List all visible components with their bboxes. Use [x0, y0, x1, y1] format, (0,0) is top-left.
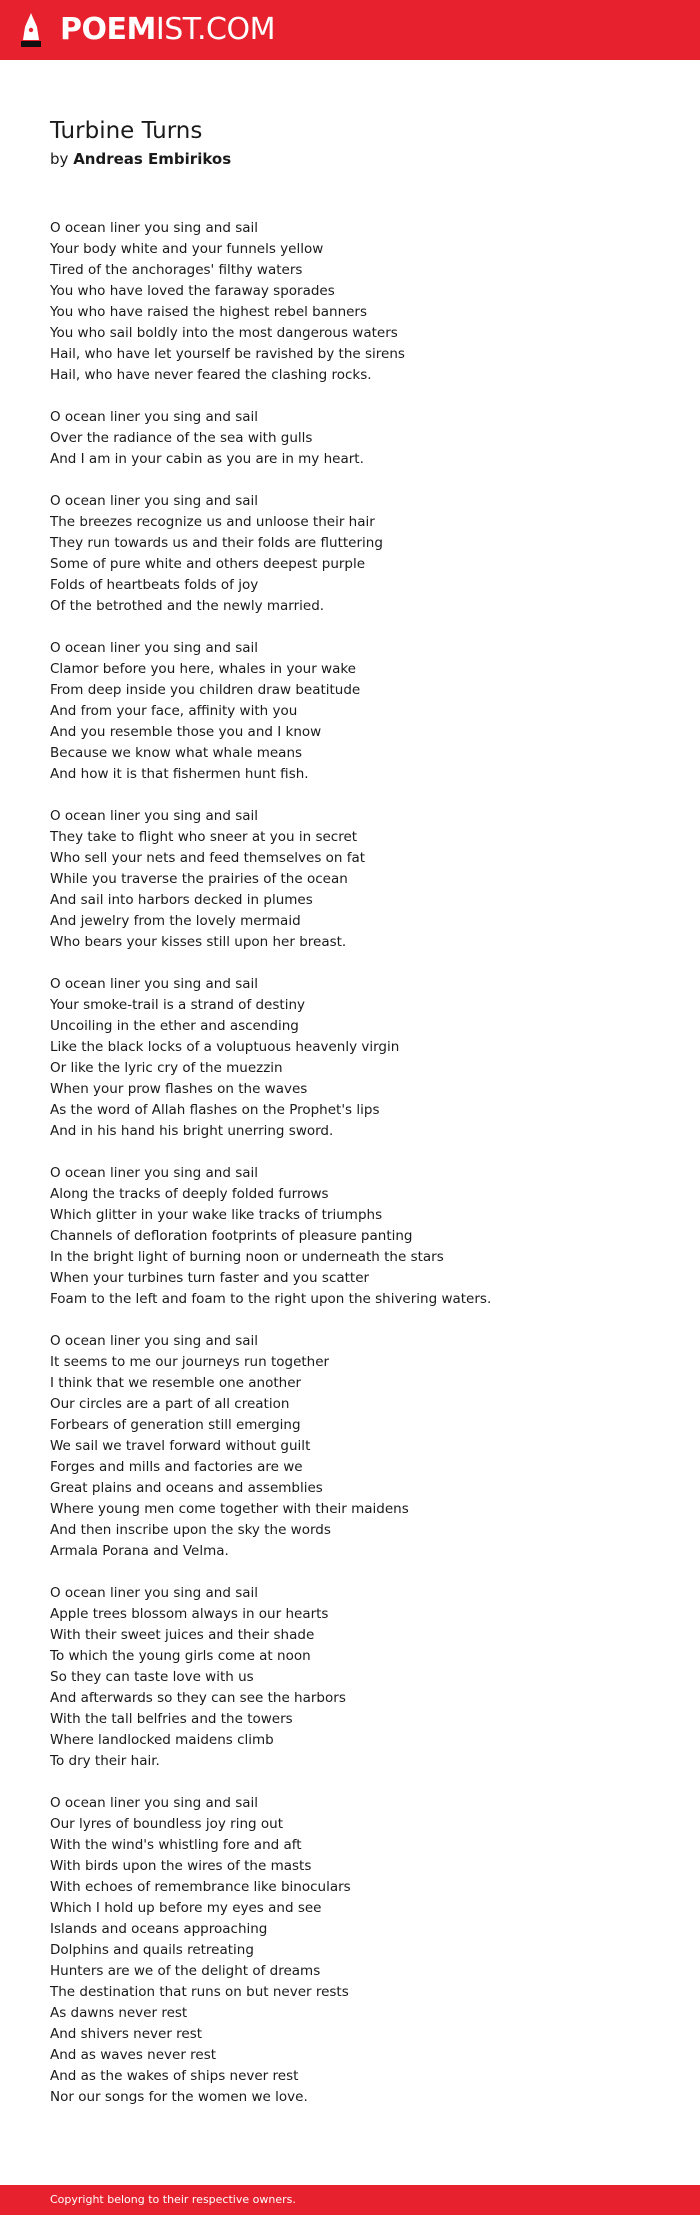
poem-line: O ocean liner you sing and sail [50, 409, 259, 425]
poem-line: Where landlocked maidens climb [50, 1732, 274, 1748]
pen-nib-icon [18, 12, 44, 48]
poem-line: Along the tracks of deeply folded furrows [50, 1186, 329, 1202]
poem-line: And then inscribe upon the sky the words [50, 1522, 331, 1538]
poem-line: They take to flight who sneer at you in secret [50, 829, 358, 845]
site-logo-text [60, 12, 275, 48]
poem-line: When your prow flashes on the waves [50, 1081, 308, 1097]
poem-stanza [50, 407, 670, 470]
poem-line: With echoes of remembrance like binoculars [50, 1879, 351, 1895]
poem-line: And how it is that fishermen hunt fish. [50, 766, 309, 782]
poem-line: Some of pure white and others deepest purple [50, 556, 366, 572]
poem-line: So they can taste love with us [50, 1669, 254, 1685]
poem-line: Uncoiling in the ether and ascending [50, 1018, 299, 1034]
poem-line: O ocean liner you sing and sail [50, 220, 259, 236]
poem-line: We sail we travel forward without guilt [50, 1438, 311, 1454]
poem-line: Great plains and oceans and assemblies [50, 1480, 323, 1496]
poem-line: Hunters are we of the delight of dreams [50, 1963, 321, 1979]
poem-line: Dolphins and quails retreating [50, 1942, 254, 1958]
poem-line: Tired of the anchorages' filthy waters [50, 262, 303, 278]
poem-line: Islands and oceans approaching [50, 1921, 268, 1937]
poem-line: O ocean liner you sing and sail [50, 1585, 259, 1601]
poem-line: I think that we resemble one another [50, 1375, 302, 1391]
poem-line: Or like the lyric cry of the muezzin [50, 1060, 283, 1076]
poem-line: You who have raised the highest rebel banners [50, 304, 368, 320]
poem-line: From deep inside you children draw beatitude [50, 682, 361, 698]
poem-line: Your smoke-trail is a strand of destiny [50, 997, 305, 1013]
poem-line: And shivers never rest [50, 2026, 203, 2042]
poem-line: And in his hand his bright unerring sword. [50, 1123, 334, 1139]
poem-line: Hail, who have let yourself be ravished by the sirens [50, 346, 405, 362]
poem-line: Where young men come together with their maidens [50, 1501, 409, 1517]
poem-line: The destination that runs on but never rests [50, 1984, 349, 2000]
poem-line: And you resemble those you and I know [50, 724, 322, 740]
poem-line: With the tall belfries and the towers [50, 1711, 293, 1727]
poem-line: Forges and mills and factories are we [50, 1459, 303, 1475]
poem-line: Because we know what whale means [50, 745, 303, 761]
poem-line: Foam to the left and foam to the right upon the shivering waters. [50, 1291, 492, 1307]
poem-line: Forbears of generation still emerging [50, 1417, 301, 1433]
site-logo-link[interactable] [18, 12, 275, 48]
poem-line: And jewelry from the lovely mermaid [50, 913, 301, 929]
poem-line: As dawns never rest [50, 2005, 188, 2021]
poem-stanza [50, 974, 670, 1142]
poem-line: Over the radiance of the sea with gulls [50, 430, 313, 446]
poem-line: Of the betrothed and the newly married. [50, 598, 325, 614]
logo-primary: POEM [60, 12, 156, 47]
poem-line: And as waves never rest [50, 2047, 217, 2063]
poem-line: Like the black locks of a voluptuous heavenly virgin [50, 1039, 400, 1055]
poem-stanza [50, 806, 670, 953]
poem-stanza [50, 1793, 670, 2108]
poem-stanza [50, 1331, 670, 1562]
copyright-notice: Copyright belong to their respective owners. [50, 2193, 296, 2206]
poem-line: Hail, who have never feared the clashing rocks. [50, 367, 372, 383]
poem-line: With their sweet juices and their shade [50, 1627, 315, 1643]
poem-stanza [50, 218, 670, 386]
poem-line: Our circles are a part of all creation [50, 1396, 290, 1412]
poem-line: Who sell your nets and feed themselves on fat [50, 850, 366, 866]
poem-line: O ocean liner you sing and sail [50, 1165, 259, 1181]
poem-line: Channels of defloration footprints of pleasure panting [50, 1228, 413, 1244]
poem-line: Apple trees blossom always in our hearts [50, 1606, 329, 1622]
poem-line: Nor our songs for the women we love. [50, 2089, 308, 2105]
poem-line: And as the wakes of ships never rest [50, 2068, 299, 2084]
poem-line: Clamor before you here, whales in your wake [50, 661, 356, 677]
poem-line: Our lyres of boundless joy ring out [50, 1816, 283, 1832]
poem-line: O ocean liner you sing and sail [50, 493, 259, 509]
poem-line: To which the young girls come at noon [50, 1648, 311, 1664]
poem-stanza [50, 1583, 670, 1772]
poem-line: O ocean liner you sing and sail [50, 976, 259, 992]
poem-line: And afterwards so they can see the harbors [50, 1690, 346, 1706]
poem-line: With birds upon the wires of the masts [50, 1858, 312, 1874]
poem-line: And sail into harbors decked in plumes [50, 892, 313, 908]
poem-line: Which I hold up before my eyes and see [50, 1900, 322, 1916]
poem-line: And from your face, affinity with you [50, 703, 298, 719]
poem-line: O ocean liner you sing and sail [50, 1795, 259, 1811]
poem-body [50, 218, 670, 2129]
site-footer [0, 2185, 700, 2215]
poem-author: Andreas Embirikos [73, 150, 232, 168]
poem-line: O ocean liner you sing and sail [50, 640, 259, 656]
by-label: by [50, 150, 69, 168]
site-header [0, 0, 700, 60]
poem-line: Which glitter in your wake like tracks of triumphs [50, 1207, 383, 1223]
poem-stanza [50, 1163, 670, 1310]
poem-line: O ocean liner you sing and sail [50, 808, 259, 824]
poem-line: You who have loved the faraway sporades [50, 283, 335, 299]
poem-line: With the wind's whistling fore and aft [50, 1837, 302, 1853]
poem-line: As the word of Allah flashes on the Prophet's lips [50, 1102, 380, 1118]
poem-line: You who sail boldly into the most dangerous waters [50, 325, 398, 341]
poem-byline [50, 148, 231, 170]
poem-stanza [50, 491, 670, 617]
poem-line: It seems to me our journeys run together [50, 1354, 330, 1370]
poem-stanza [50, 638, 670, 785]
poem-line: To dry their hair. [50, 1753, 160, 1769]
poem-line: O ocean liner you sing and sail [50, 1333, 259, 1349]
logo-secondary: IST.COM [155, 12, 275, 47]
poem-line: When your turbines turn faster and you scatter [50, 1270, 370, 1286]
poem-line: Folds of heartbeats folds of joy [50, 577, 259, 593]
poem-line: In the bright light of burning noon or underneath the stars [50, 1249, 444, 1265]
poem-line: While you traverse the prairies of the ocean [50, 871, 348, 887]
poem-title: Turbine Turns [50, 118, 203, 144]
poem-line: And I am in your cabin as you are in my heart. [50, 451, 364, 467]
poem-line: They run towards us and their folds are fluttering [50, 535, 383, 551]
poem-line: Armala Porana and Velma. [50, 1543, 229, 1559]
poem-line: The breezes recognize us and unloose their hair [50, 514, 375, 530]
poem-line: Your body white and your funnels yellow [50, 241, 324, 257]
poem-line: Who bears your kisses still upon her breast. [50, 934, 347, 950]
